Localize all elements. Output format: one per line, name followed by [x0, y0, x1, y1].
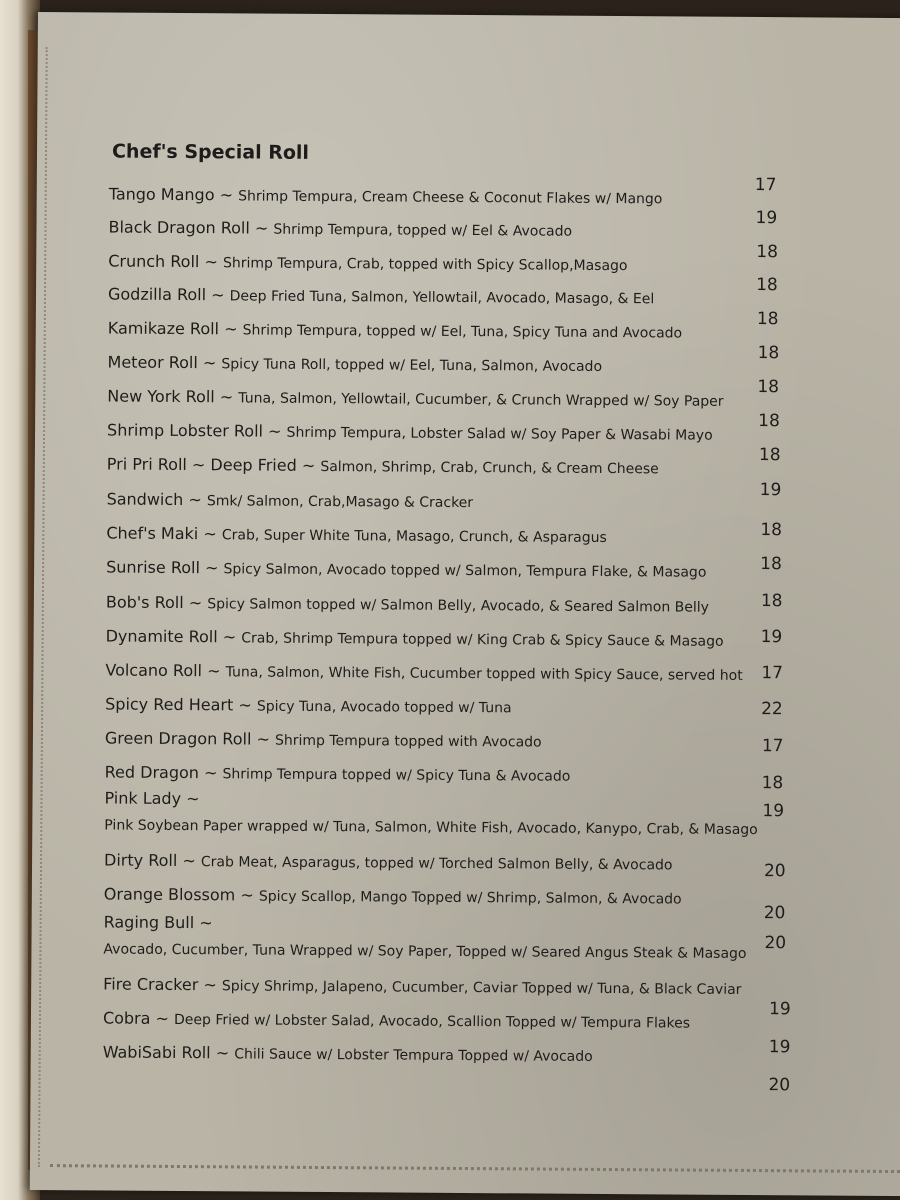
item-price: 18 — [757, 343, 780, 364]
item-price: 17 — [754, 175, 777, 196]
item-separator: ~ — [224, 319, 238, 339]
item-separator: ~ — [238, 695, 252, 715]
item-name: Raging Bull — [103, 912, 195, 933]
item-price: 18 — [758, 445, 781, 466]
item-price: 18 — [757, 377, 780, 398]
item-separator: ~ — [207, 661, 221, 681]
item-description: Salmon, Shrimp, Crab, Crunch, & Cream Cheese — [320, 458, 659, 478]
item-name: Green Dragon Roll — [104, 728, 252, 749]
item-separator: ~ — [215, 1043, 230, 1063]
item-separator: ~ — [204, 252, 218, 272]
item-price: 19 — [755, 208, 778, 229]
item-name: Chef's Maki — [106, 523, 199, 544]
item-separator: ~ — [188, 593, 203, 613]
item-name: Crunch Roll — [108, 251, 200, 272]
item-price: 19 — [768, 1037, 791, 1058]
item-price: 18 — [756, 242, 779, 263]
item-price: 19 — [759, 480, 782, 501]
item-name: Bob's Roll — [105, 592, 184, 613]
item-separator: ~ — [211, 285, 225, 305]
item-price: 18 — [760, 591, 783, 612]
menu-item — [32, 788, 900, 846]
item-description: Spicy Salmon, Avocado topped w/ Salmon, Tempura Flake, & Masago — [223, 561, 707, 581]
item-description: Shrimp Tempura, topped w/ Eel, Tuna, Spicy Tuna and Avocado — [242, 322, 683, 342]
item-separator: ~ — [219, 387, 234, 407]
item-separator: ~ — [155, 1008, 170, 1028]
item-separator: ~ — [254, 218, 269, 238]
item-description: Shrimp Tempura, Crab, topped with Spicy Scallop,Masago — [222, 255, 628, 275]
menu-item — [33, 728, 900, 764]
menu-item — [31, 912, 900, 970]
item-description: Pink Soybean Paper wrapped w/ Tuna, Salmon, White Fish, Avocado, Kanypo, Crab, & Masago — [104, 817, 758, 839]
item-separator: ~ — [268, 421, 282, 441]
menu-item — [34, 554, 900, 593]
item-name: Dirty Roll — [104, 850, 178, 870]
item-description: Shrimp Tempura, topped w/ Eel & Avocado — [273, 221, 573, 240]
item-separator: ~ — [186, 789, 200, 809]
item-description: Spicy Tuna, Avocado topped w/ Tuna — [256, 698, 512, 717]
item-name: Red Dragon — [104, 762, 200, 783]
item-description: Shrimp Tempura, Cream Cheese & Coconut Flakes w/ Mango — [238, 188, 663, 208]
item-description: Deep Fried w/ Lobster Salad, Avocado, Scallion Topped w/ Tempura Flakes — [174, 1011, 691, 1032]
item-description: Crab, Super White Tuna, Masago, Crunch, & Asparagus — [221, 527, 607, 546]
item-separator: ~ — [204, 763, 218, 783]
item-separator: ~ — [204, 558, 219, 578]
item-price: 20 — [764, 933, 787, 954]
item-price: 19 — [760, 627, 783, 648]
item-name: Pink Lady — [104, 788, 182, 809]
item-price: 22 — [761, 699, 783, 720]
item-description: Spicy Shrimp, Jalapeno, Cucumber, Caviar Topped w/ Tuna, & Black Caviar — [221, 978, 742, 998]
item-name: Orange Blossom — [103, 884, 236, 905]
menu-item — [34, 592, 900, 628]
menu-item — [33, 694, 900, 730]
item-price: 20 — [763, 903, 786, 924]
item-name: Spicy Red Heart — [105, 694, 234, 715]
item-description: Crab Meat, Asparagus, topped w/ Torched Salmon Belly, & Avocado — [200, 854, 673, 874]
item-description: Shrimp Tempura topped with Avocado — [274, 732, 542, 751]
menu-item — [33, 660, 900, 696]
item-name: Tango Mango — [108, 184, 215, 205]
item-separator: ~ — [202, 353, 217, 373]
item-description: Tuna, Salmon, Yellowtail, Cucumber, & Crunch Wrapped w/ Soy Paper — [238, 390, 724, 410]
item-separator: ~ — [219, 185, 234, 205]
item-separator: ~ — [256, 729, 270, 749]
item-price: 17 — [761, 736, 784, 757]
menu-page — [30, 12, 900, 1196]
item-description: Spicy Scallop, Mango Topped w/ Shrimp, Salmon, & Avocado — [258, 888, 682, 908]
item-description: Chili Sauce w/ Lobster Tempura Topped w/ Avocado — [234, 1046, 593, 1065]
item-separator: ~ — [240, 885, 254, 905]
item-name: Godzilla Roll — [107, 284, 207, 305]
item-name: Kamikaze Roll — [107, 318, 220, 339]
item-price: 17 — [761, 663, 784, 684]
item-description: Shrimp Tempura, Lobster Salad w/ Soy Paper & Wasabi Mayo — [286, 424, 713, 444]
menu-item — [34, 626, 900, 662]
item-description: Tuna, Salmon, White Fish, Cucumber topped with Spicy Sauce, served hot — [225, 664, 743, 684]
item-description: Deep Fried Tuna, Salmon, Yellowtail, Avocado, Masago, & Eel — [229, 288, 655, 308]
item-price: 18 — [756, 275, 778, 296]
item-separator: ~ — [182, 851, 196, 871]
item-description: Spicy Tuna Roll, topped w/ Eel, Tuna, Salmon, Avocado — [221, 356, 603, 375]
item-price: 18 — [761, 773, 784, 794]
item-name: Sandwich — [106, 489, 184, 510]
item-price: 18 — [760, 554, 782, 575]
item-separator: ~ — [188, 490, 202, 510]
item-description: Spicy Salmon topped w/ Salmon Belly, Avocado, & Seared Salmon Belly — [207, 596, 710, 616]
item-name: WabiSabi Roll — [102, 1042, 211, 1063]
item-price: 18 — [760, 520, 783, 541]
item-separator: ~ — [203, 975, 217, 995]
section-title: Chef's Special Roll — [111, 140, 310, 164]
menu-item — [32, 850, 900, 886]
item-separator: ~ — [222, 627, 237, 647]
item-name: Volcano Roll — [105, 660, 203, 681]
item-price: 20 — [763, 861, 786, 882]
item-name: Pri Pri Roll ~ Deep Fried — [106, 454, 297, 475]
item-name: Meteor Roll — [107, 352, 198, 373]
menu-item — [31, 1042, 900, 1096]
item-description: Smk/ Salmon, Crab,Masago & Cracker — [206, 493, 474, 512]
item-price: 19 — [762, 801, 785, 822]
item-price: 19 — [768, 999, 791, 1020]
item-name: Fire Cracker — [103, 974, 199, 995]
item-name: Cobra — [102, 1008, 151, 1028]
item-name: Shrimp Lobster Roll — [107, 420, 264, 441]
item-name: New York Roll — [107, 386, 215, 407]
item-price: 20 — [768, 1075, 791, 1096]
item-name: Sunrise Roll — [106, 557, 201, 578]
item-name: Dynamite Roll — [105, 626, 218, 647]
item-separator: ~ — [199, 913, 213, 933]
item-separator: ~ — [301, 455, 316, 475]
binder-bottom-edge — [50, 1164, 900, 1187]
item-name: Black Dragon Roll — [108, 217, 250, 238]
item-separator: ~ — [203, 524, 217, 544]
item-description: Crab, Shrimp Tempura topped w/ King Crab & Spicy Sauce & Masago — [241, 630, 724, 650]
item-description: Shrimp Tempura topped w/ Spicy Tuna & Avocado — [222, 766, 571, 785]
item-price: 18 — [758, 411, 780, 432]
item-price: 18 — [756, 309, 779, 330]
item-description: Avocado, Cucumber, Tuna Wrapped w/ Soy Paper, Topped w/ Seared Angus Steak & Masago — [103, 941, 747, 962]
